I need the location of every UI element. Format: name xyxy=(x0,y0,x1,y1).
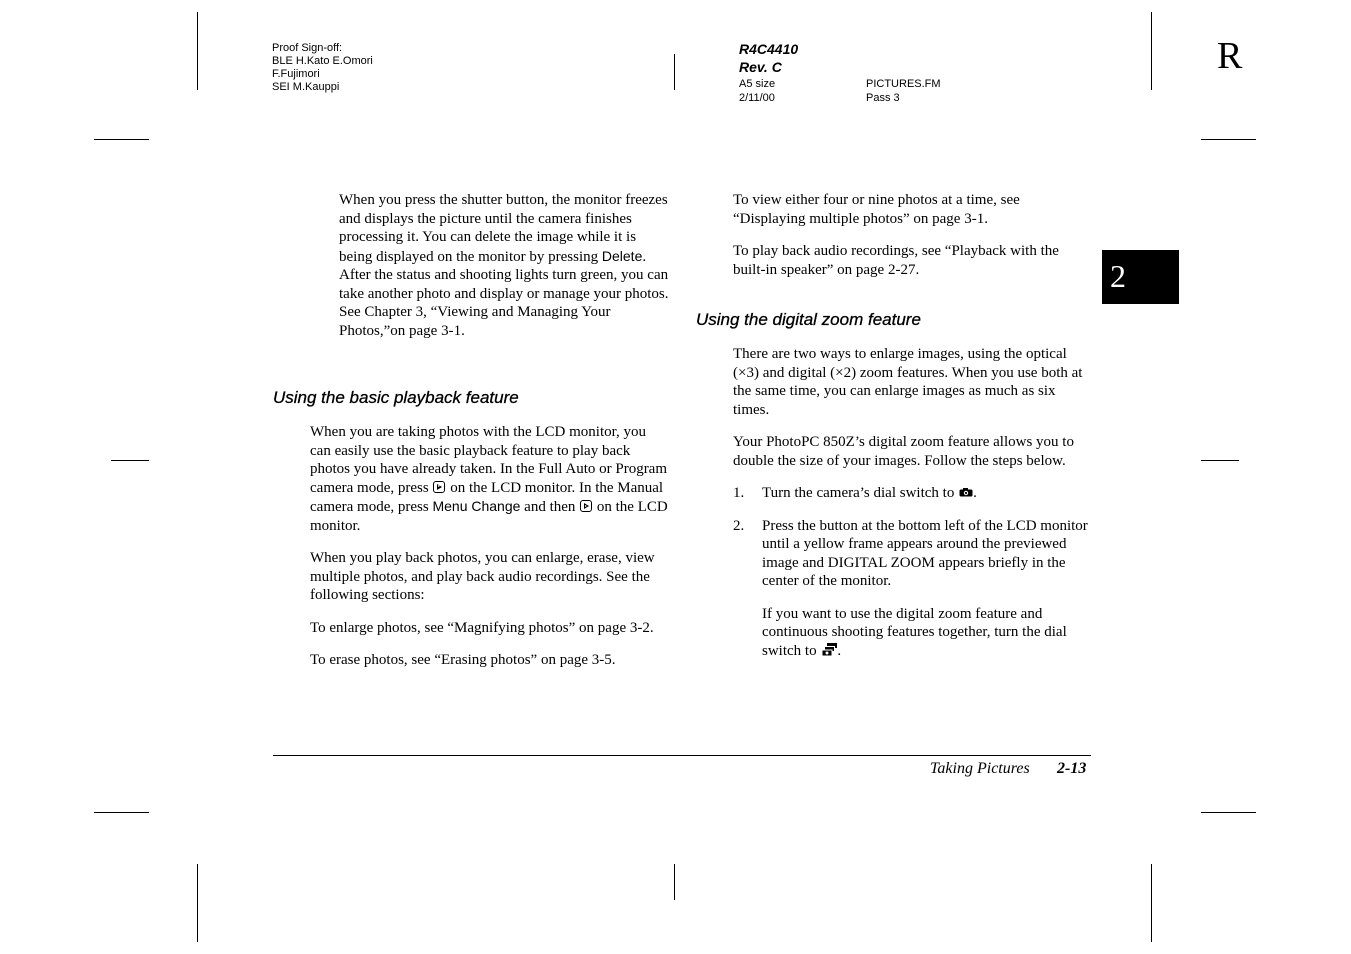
paragraph: Your PhotoPC 850Z’s digital zoom feature allows you to double the size of your images. Follow the steps below. xyxy=(733,434,1074,469)
right-top-section xyxy=(733,191,1091,293)
paragraph xyxy=(310,423,668,535)
crop-mark xyxy=(674,864,675,900)
intro-paragraph xyxy=(339,191,669,340)
note-paragraph xyxy=(733,605,1091,661)
page-number: 2-13 xyxy=(1057,760,1087,777)
footer-rule xyxy=(273,755,1091,756)
paper-size: A5 size xyxy=(739,78,776,90)
chapter-number: 2 xyxy=(1110,258,1126,294)
paragraph: To enlarge photos, see “Magnifying photos” on page 3-2. xyxy=(310,619,654,636)
playback-section xyxy=(310,423,668,684)
crop-mark xyxy=(111,460,149,461)
paragraph: To play back audio recordings, see “Playback with the built-in speaker” on page 2-27. xyxy=(733,243,1059,278)
delete-key: Delete xyxy=(601,247,643,264)
continuous-shooting-icon xyxy=(822,643,837,656)
text: on the LCD monitor. In the Manual camera mode, press xyxy=(310,479,664,515)
crop-mark xyxy=(1151,12,1152,90)
proof-line: Proof Sign-off: xyxy=(272,42,343,54)
model-code: R4C4410 xyxy=(739,41,799,57)
play-button-icon xyxy=(580,500,592,512)
proof-line: BLE H.Kato E.Omori xyxy=(272,55,373,67)
proof-line: F.Fujimori xyxy=(272,68,320,80)
step-end: . xyxy=(973,485,977,501)
camera-icon xyxy=(959,488,973,497)
paragraph: When you play back photos, you can enlarge, erase, view multiple photos, and play back audio recordings. See the following sections: xyxy=(310,550,655,603)
menu-change-key: Menu Change xyxy=(432,498,521,514)
play-button-icon xyxy=(433,481,445,493)
text: and then xyxy=(520,499,580,515)
section-heading-zoom: Using the digital zoom feature xyxy=(696,310,921,329)
section-heading-playback: Using the basic playback feature xyxy=(273,388,519,407)
crop-mark xyxy=(197,864,198,942)
crop-mark xyxy=(1151,864,1152,942)
note-end: . xyxy=(837,642,842,659)
text: on the LCD monitor. xyxy=(310,499,668,534)
step-number: 2. xyxy=(733,517,745,534)
zoom-section xyxy=(733,345,1091,674)
proof-signoff xyxy=(272,42,373,94)
crop-mark xyxy=(1201,812,1256,813)
crop-mark xyxy=(1201,139,1256,140)
paragraph: To view either four or nine photos at a time, see “Displaying multiple photos” on page 3-1. xyxy=(733,192,1020,227)
file-name: PICTURES.FM xyxy=(866,78,941,90)
footer-section-title: Taking Pictures xyxy=(930,760,1030,777)
step-item xyxy=(733,517,1091,591)
paragraph: There are two ways to enlarge images, using the optical (×3) and digital (×2) zoom features. When you use both at the same time, you can enlarge images as much as six times. xyxy=(733,346,1083,418)
corner-mark: R xyxy=(1217,35,1243,77)
crop-mark xyxy=(94,812,149,813)
text: When you are taking photos with the LCD monitor, you can easily use the basic playback feature to play back photos you have already taken. In the Full Auto or Program camera mode, press xyxy=(310,424,668,496)
chapter-tab xyxy=(1102,250,1179,304)
note-text: If you want to use the digital zoom feature and continuous shooting features together, turn the dial switch to xyxy=(762,605,1067,659)
crop-mark xyxy=(197,12,198,90)
step-number: 1. xyxy=(733,485,745,501)
proof-line: SEI M.Kauppi xyxy=(272,81,340,93)
step-text: Turn the camera’s dial switch to xyxy=(762,485,959,501)
step-list xyxy=(733,484,1091,591)
crop-mark xyxy=(674,54,675,90)
revision: Rev. C xyxy=(739,59,782,75)
crop-mark xyxy=(94,139,149,140)
step-text: Press the button at the bottom left of the LCD monitor until a yellow frame appears around the previewed image and DIGITAL ZOOM appears briefly in the center of the monitor. xyxy=(762,517,1088,589)
intro-text: When you press the shutter button, the monitor freezes and displays the picture until the camera finishes processing it. You can delete the image while it is being displayed on the monitor by pressing xyxy=(339,192,668,265)
paragraph: To erase photos, see “Erasing photos” on page 3-5. xyxy=(310,652,616,668)
crop-mark xyxy=(1201,460,1239,461)
step-item xyxy=(733,484,1091,503)
pass: Pass 3 xyxy=(866,92,900,104)
intro-text: . After the status and shooting lights turn green, you can take another photo and display or manage your photos. See Chapter 3, “Viewing and Managing Your Photos,”on page 3-1. xyxy=(339,248,669,339)
date: 2/11/00 xyxy=(739,92,775,104)
